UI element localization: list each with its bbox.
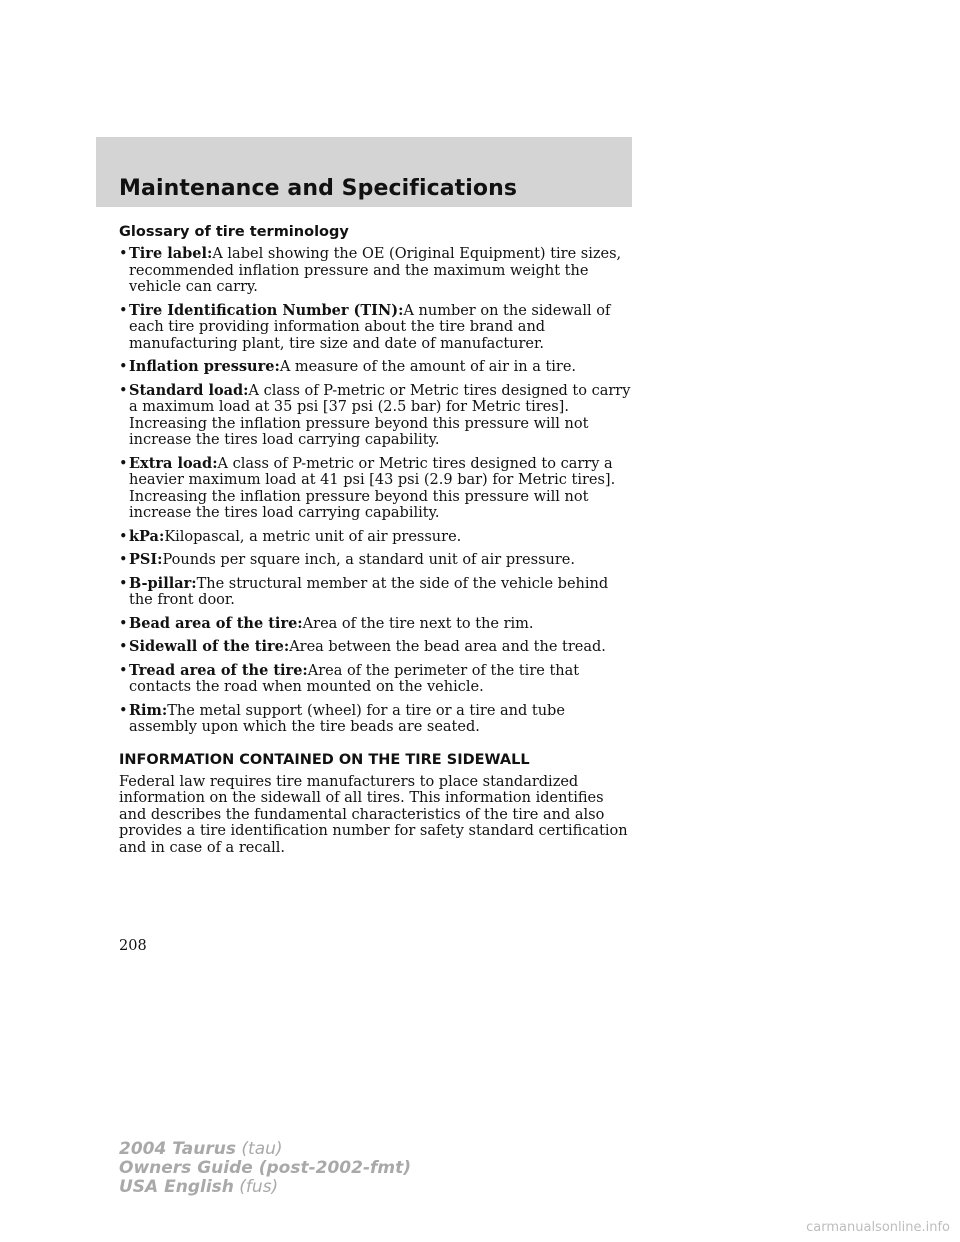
glossary-heading: Glossary of tire terminology	[119, 224, 349, 240]
glossary-term: Rim:	[129, 701, 168, 719]
watermark: carmanualsonline.info	[806, 1220, 950, 1235]
bullet-icon: •	[119, 615, 128, 632]
bullet-icon: •	[119, 702, 128, 719]
glossary-item	[119, 529, 634, 546]
glossary-term: PSI:	[129, 551, 163, 568]
glossary-term: B-pillar:	[129, 574, 197, 592]
footer-guide: Owners Guide (post-2002-fmt)	[119, 1158, 412, 1178]
glossary-item	[119, 383, 634, 449]
glossary-item	[119, 456, 634, 522]
glossary-item	[119, 663, 634, 696]
bullet-icon: •	[119, 302, 128, 319]
bullet-icon: •	[119, 662, 128, 679]
page-number: 208	[119, 938, 147, 954]
bullet-icon: •	[119, 246, 128, 262]
glossary-term: Tread area of the tire:	[129, 661, 308, 679]
glossary-term: kPa:	[129, 527, 165, 545]
footer-model: 2004 Taurus	[119, 1139, 236, 1159]
bullet-icon: •	[119, 455, 128, 472]
glossary-list	[119, 246, 634, 736]
bullet-icon: •	[119, 528, 128, 545]
glossary-term: Tire label:	[129, 245, 213, 262]
glossary-item	[119, 246, 634, 296]
glossary-item	[119, 359, 634, 376]
glossary-definition: A class of P-metric or Metric tires designed to carry a maximum load at 35 psi [37 psi (2.5 bar) for Metric tires]. Increasing the inflation pressure beyond this pressure will not increase the tires load carrying capability.	[129, 382, 631, 448]
glossary-term: Standard load:	[129, 381, 249, 399]
glossary-definition: A class of P-metric or Metric tires designed to carry a heavier maximum load at 41 psi [43 psi (2.9 bar) for Metric tires]. Increasing the inflation pressure beyond this pressure will not increase the tires load carrying capability.	[129, 455, 616, 521]
glossary-term: Bead area of the tire:	[129, 614, 303, 632]
glossary-term: Extra load:	[129, 454, 218, 472]
glossary-definition: The metal support (wheel) for a tire or a tire and tube assembly upon which the tire beads are seated.	[129, 702, 565, 735]
glossary-item	[119, 552, 634, 569]
bullet-icon: •	[119, 382, 128, 399]
glossary-definition: The structural member at the side of the vehicle behind the front door.	[129, 575, 609, 608]
glossary-definition: Kilopascal, a metric unit of air pressure.	[164, 528, 462, 545]
glossary-term: Sidewall of the tire:	[129, 638, 290, 655]
bullet-icon: •	[119, 575, 128, 592]
glossary-item	[119, 703, 634, 736]
footer-model-code: (tau)	[241, 1139, 283, 1159]
glossary-item	[119, 303, 634, 353]
footer-language: USA English	[119, 1177, 234, 1197]
footer-line-3	[119, 1178, 411, 1197]
document-footer	[119, 1140, 411, 1197]
bullet-icon: •	[119, 552, 128, 568]
glossary-definition: Area of the perimeter of the tire that contacts the road when mounted on the vehicle.	[129, 662, 580, 695]
footer-language-code: (fus)	[239, 1177, 279, 1197]
glossary-definition: Pounds per square inch, a standard unit of air pressure.	[162, 552, 575, 568]
bullet-icon: •	[119, 359, 128, 375]
glossary-definition: Area of the tire next to the rim.	[302, 615, 534, 632]
glossary-definition: Area between the bead area and the tread.	[289, 639, 606, 655]
glossary-item	[119, 616, 634, 633]
sidewall-section	[119, 750, 634, 857]
glossary-term: Inflation pressure:	[129, 358, 280, 375]
sidewall-heading: INFORMATION CONTAINED ON THE TIRE SIDEWALL	[119, 751, 530, 768]
glossary-item	[119, 639, 634, 656]
glossary-item	[119, 576, 634, 609]
glossary-definition: A number on the sidewall of each tire providing information about the tire brand and manufacturing plant, tire size and date of manufacturer.	[129, 302, 611, 352]
glossary-definition: A label showing the OE (Original Equipment) tire sizes, recommended inflation pressure and the maximum weight the vehicle can carry.	[129, 246, 622, 295]
glossary-term: Tire Identification Number (TIN):	[129, 301, 404, 319]
footer-line-1	[119, 1140, 411, 1159]
page-content	[119, 222, 634, 856]
sidewall-paragraph: Federal law requires tire manufacturers to place standardized information on the sidewall of all tires. This information identifies and describes the fundamental characteristics of the tire and also provides a tire identification number for safety standard certification and in case of a recall.	[119, 773, 628, 856]
page-header-title: Maintenance and Specifications	[119, 176, 518, 201]
bullet-icon: •	[119, 639, 128, 655]
footer-line-2	[119, 1159, 411, 1178]
glossary-definition: A measure of the amount of air in a tire.	[279, 359, 577, 375]
